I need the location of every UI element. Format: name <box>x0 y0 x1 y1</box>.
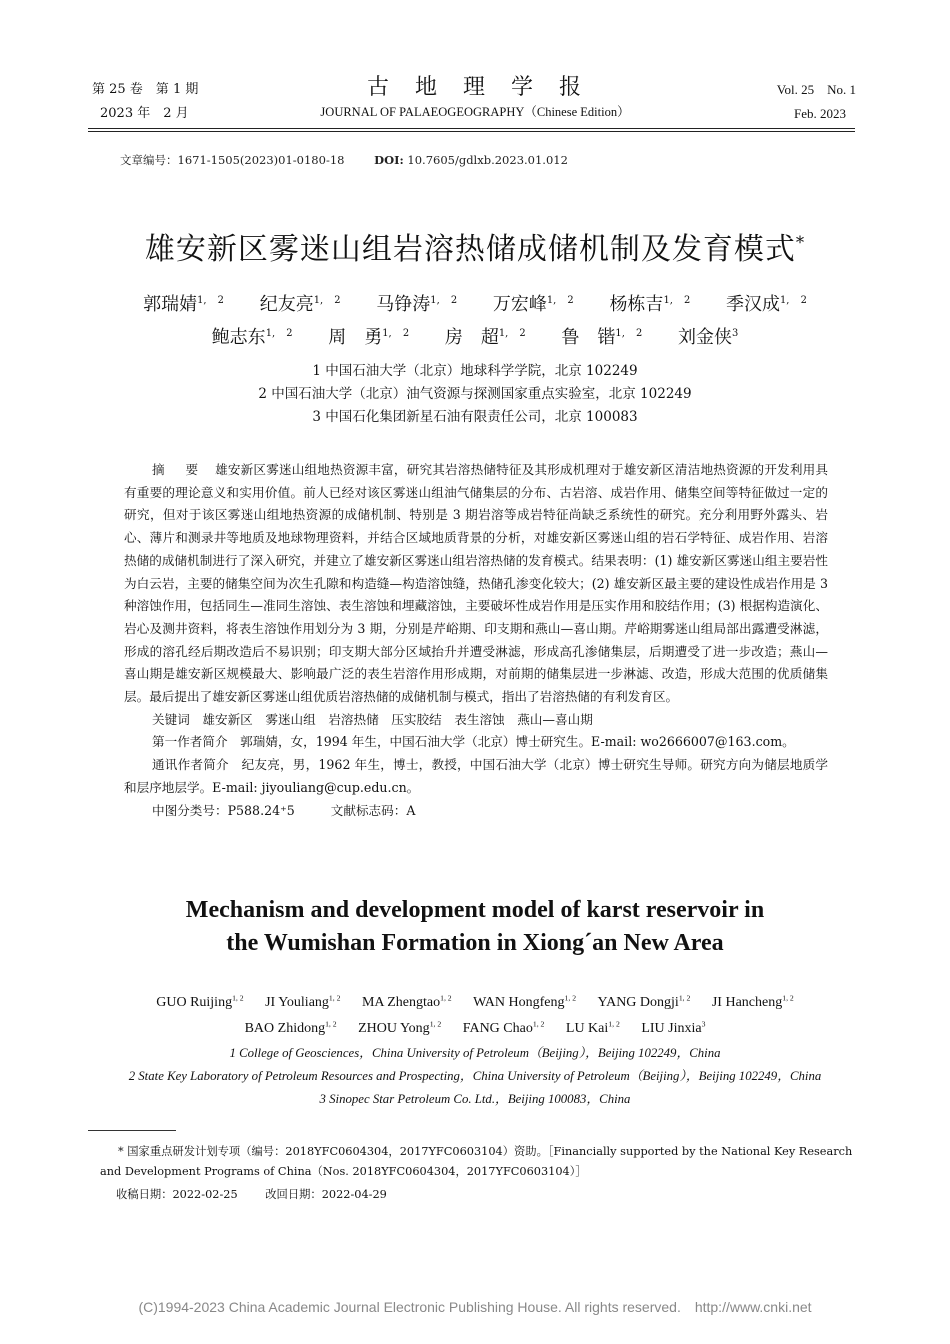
abstract-section <box>124 459 828 822</box>
abstract-text: 雄安新区雾迷山组地热资源丰富，研究其岩溶热储特征及其形成机理对于雄安新区清洁地热资源的开发利用具有重要的理论意义和实用价值。前人已经对该区雾迷山组油气储集层的分布、古岩溶、成岩作用、储集空间等特征做过一定的研究，但对于该区雾迷山组地热资源的成储机制、特别是 3 期岩溶等成岩特征尚缺乏系统性的研究。充分利用野外露头、岩心、薄片和测录井等地质及地球物理资料，并结合区域地质背景的分析，对雄安新区雾迷山组的岩石学特征、成岩作用、岩溶热储的成储机制进行了深入研究，并建立了雄安新区雾迷山组岩溶热储的发育模式。结果表明：(1) 雄安新区雾迷山组主要岩性为白云岩，主要的储集空间为次生孔隙和构造缝—构造溶蚀缝，热储孔渗变化较大；(2) 雄安新区最主要的建设性成岩作用是 3 种溶蚀作用，包括同生—准同生溶蚀、表生溶蚀和埋藏溶蚀，主要破坏性成岩作用是压实作用和胶结作用；(3) 根据构造演化、岩心及测井资料，将表生溶蚀作用划分为 3 期，分别是芹峪期、印支期和燕山—喜山期。芹峪期雾迷山组局部出露遭受淋滤，形成的溶孔经后期改造后不易识别；印支期大部分区域抬升并遭受淋滤，形成高孔渗储集层，后期遭受了进一步改造；燕山—喜山期是雄安新区规模最大、影响最广泛的表生岩溶作用形成期，对前期的储集层进一步淋滤、改造，形成大范围的优质储集层。最后提出了雄安新区雾迷山组优质岩溶热储的成储机制与模式，指出了岩溶热储的有利发育区。 <box>124 462 829 705</box>
corresponding-author-label: 通讯作者简介 <box>152 757 229 773</box>
revised-date: 2022-04-29 <box>321 1188 387 1201</box>
doi-value[interactable]: 10.7605/gdlxb.2023.01.012 <box>407 153 568 167</box>
affiliation-en-2: 2 State Key Laboratory of Petroleum Resources and Prospecting，China University of Petroleum（Beijing），Beijing 102249，China <box>128 1069 822 1083</box>
dates-footnote <box>116 1185 387 1205</box>
first-author-paragraph <box>124 731 828 754</box>
author-en: JI Youliang$^{1, 2}$ <box>265 993 341 1010</box>
author-cn: 纪友亮$^{1, 2}$ <box>259 294 341 315</box>
revised-label: 改回日期： <box>265 1188 322 1201</box>
first-author-label: 第一作者简介 <box>152 734 228 750</box>
author-en: LIU Jinxia$^3$ <box>641 1019 706 1036</box>
author-en: YANG Dongji$^{1, 2}$ <box>597 993 691 1010</box>
article-meta <box>120 152 568 168</box>
journal-title-cn: 古 地 理 学 报 <box>366 75 583 100</box>
author-en: GUO Ruijing$^{1, 2}$ <box>156 993 244 1010</box>
keywords-text: 雄安新区 雾迷山组 岩溶热储 压实胶结 表生溶蚀 燕山—喜山期 <box>202 711 593 727</box>
copyright-line: (C)1994-2023 China Academic Journal Electronic Publishing House. All rights reserved. http://www.cnki.net <box>138 1299 812 1315</box>
affiliation-en-3: 3 Sinopec Star Petroleum Co. Ltd.，Beijing 100083，China <box>319 1092 631 1106</box>
affiliation-cn-1: 1 中国石油大学（北京）地球科学学院，北京 102249 <box>312 363 638 379</box>
affiliation-cn-3: 3 中国石化集团新星石油有限责任公司，北京 100083 <box>312 409 638 425</box>
header-rule-2 <box>88 131 855 132</box>
received-label: 收稿日期： <box>116 1188 173 1201</box>
author-cn: 房 超$^{1, 2}$ <box>444 327 526 348</box>
author-cn: 杨栋吉$^{1, 2}$ <box>609 294 691 315</box>
author-en: LU Kai$^{1, 2}$ <box>565 1019 620 1036</box>
author-en: BAO Zhidong$^{1, 2}$ <box>244 1019 337 1036</box>
author-en: ZHOU Yong$^{1, 2}$ <box>358 1019 442 1036</box>
doc-code-value: A <box>406 802 416 818</box>
affiliation-en-1: 1 College of Geosciences，China University of Petroleum（Beijing），Beijing 102249，China <box>229 1046 721 1060</box>
author-cn: 马铮涛$^{1, 2}$ <box>376 294 458 315</box>
volume-issue-en: Vol. 25 No. 1 <box>776 82 856 97</box>
volume-issue-cn: 第 25 卷 第 1 期 <box>92 82 199 97</box>
author-cn: 周 勇$^{1, 2}$ <box>328 327 410 348</box>
keywords-label: 关键词 <box>152 711 190 727</box>
clc-value: P588.24⁺5 <box>227 802 295 818</box>
page-title-cn <box>0 224 950 268</box>
author-en: WAN Hongfeng$^{1, 2}$ <box>473 993 577 1010</box>
author-cn: 鲁 锴$^{1, 2}$ <box>561 327 643 348</box>
article-number: 文章编号：1671-1505(2023)01-0180-18 <box>120 153 345 167</box>
authors-cn-line2 <box>0 319 950 353</box>
affiliations-cn <box>0 360 950 429</box>
abstract-label: 摘 要 <box>152 462 203 477</box>
author-cn: 刘金侠$^3$ <box>678 327 739 348</box>
header-rule <box>88 128 855 129</box>
author-cn: 鲍志东$^{1, 2}$ <box>211 327 293 348</box>
title-en-line1: Mechanism and development model of karst reservoir in <box>185 897 765 923</box>
classification-paragraph <box>124 800 828 823</box>
authors-cn-line1 <box>0 286 950 320</box>
corresponding-author-paragraph <box>124 754 828 799</box>
author-cn: 季汉成$^{1, 2}$ <box>726 294 807 315</box>
affiliation-cn-2: 2 中国石油大学（北京）油气资源与探测国家重点实验室，北京 102249 <box>258 386 692 402</box>
keywords-paragraph <box>124 709 828 732</box>
title-en-line2: the Wumishan Formation in Xiong´an New Area <box>226 930 724 956</box>
doi-label: DOI: <box>374 153 404 167</box>
author-cn: 郭瑞婧$^{1, 2}$ <box>143 294 224 315</box>
footnote-rule <box>88 1130 176 1131</box>
author-en: JI Hancheng$^{1, 2}$ <box>711 993 794 1010</box>
title-text: 雄安新区雾迷山组岩溶热储成储机制及发育模式 <box>144 232 796 267</box>
date-cn: 2023 年 2 月 <box>100 106 189 121</box>
title-footnote-mark: * <box>795 233 806 252</box>
received-date: 2022-02-25 <box>172 1188 238 1201</box>
date-en: Feb. 2023 <box>794 106 846 121</box>
journal-title-en: JOURNAL OF PALAEOGEOGRAPHY（Chinese Edition） <box>320 105 630 119</box>
page-title-en <box>0 894 950 960</box>
clc-label: 中图分类号： <box>152 802 228 818</box>
author-en: FANG Chao$^{1, 2}$ <box>462 1019 545 1036</box>
author-en: MA Zhengtao$^{1, 2}$ <box>361 993 452 1010</box>
corresponding-author-text: 纪友亮，男，1962 年生，博士，教授，中国石油大学（北京）博士研究生导师。研究方向为储层地质学和层序地层学。E-mail: jiyouliang@cup.edu.cn。 <box>124 757 829 795</box>
authors-en-line2 <box>0 1011 950 1041</box>
funding-footnote: * 国家重点研发计划专项（编号：2018YFC0604304，2017YFC0603104）资助。［Financially supported by the National Key Research and Development Programs of China（Nos. 2018YFC0604304，2017YFC0603104）］ <box>100 1145 853 1178</box>
affiliations-en <box>0 1042 950 1111</box>
doc-code-label: 文献标志码： <box>330 802 407 818</box>
first-author-text: 郭瑞婧，女，1994 年生，中国石油大学（北京）博士研究生。E-mail: wo2666007@163.com。 <box>240 734 795 750</box>
author-cn: 万宏峰$^{1, 2}$ <box>492 294 574 315</box>
abstract-paragraph <box>124 459 828 709</box>
